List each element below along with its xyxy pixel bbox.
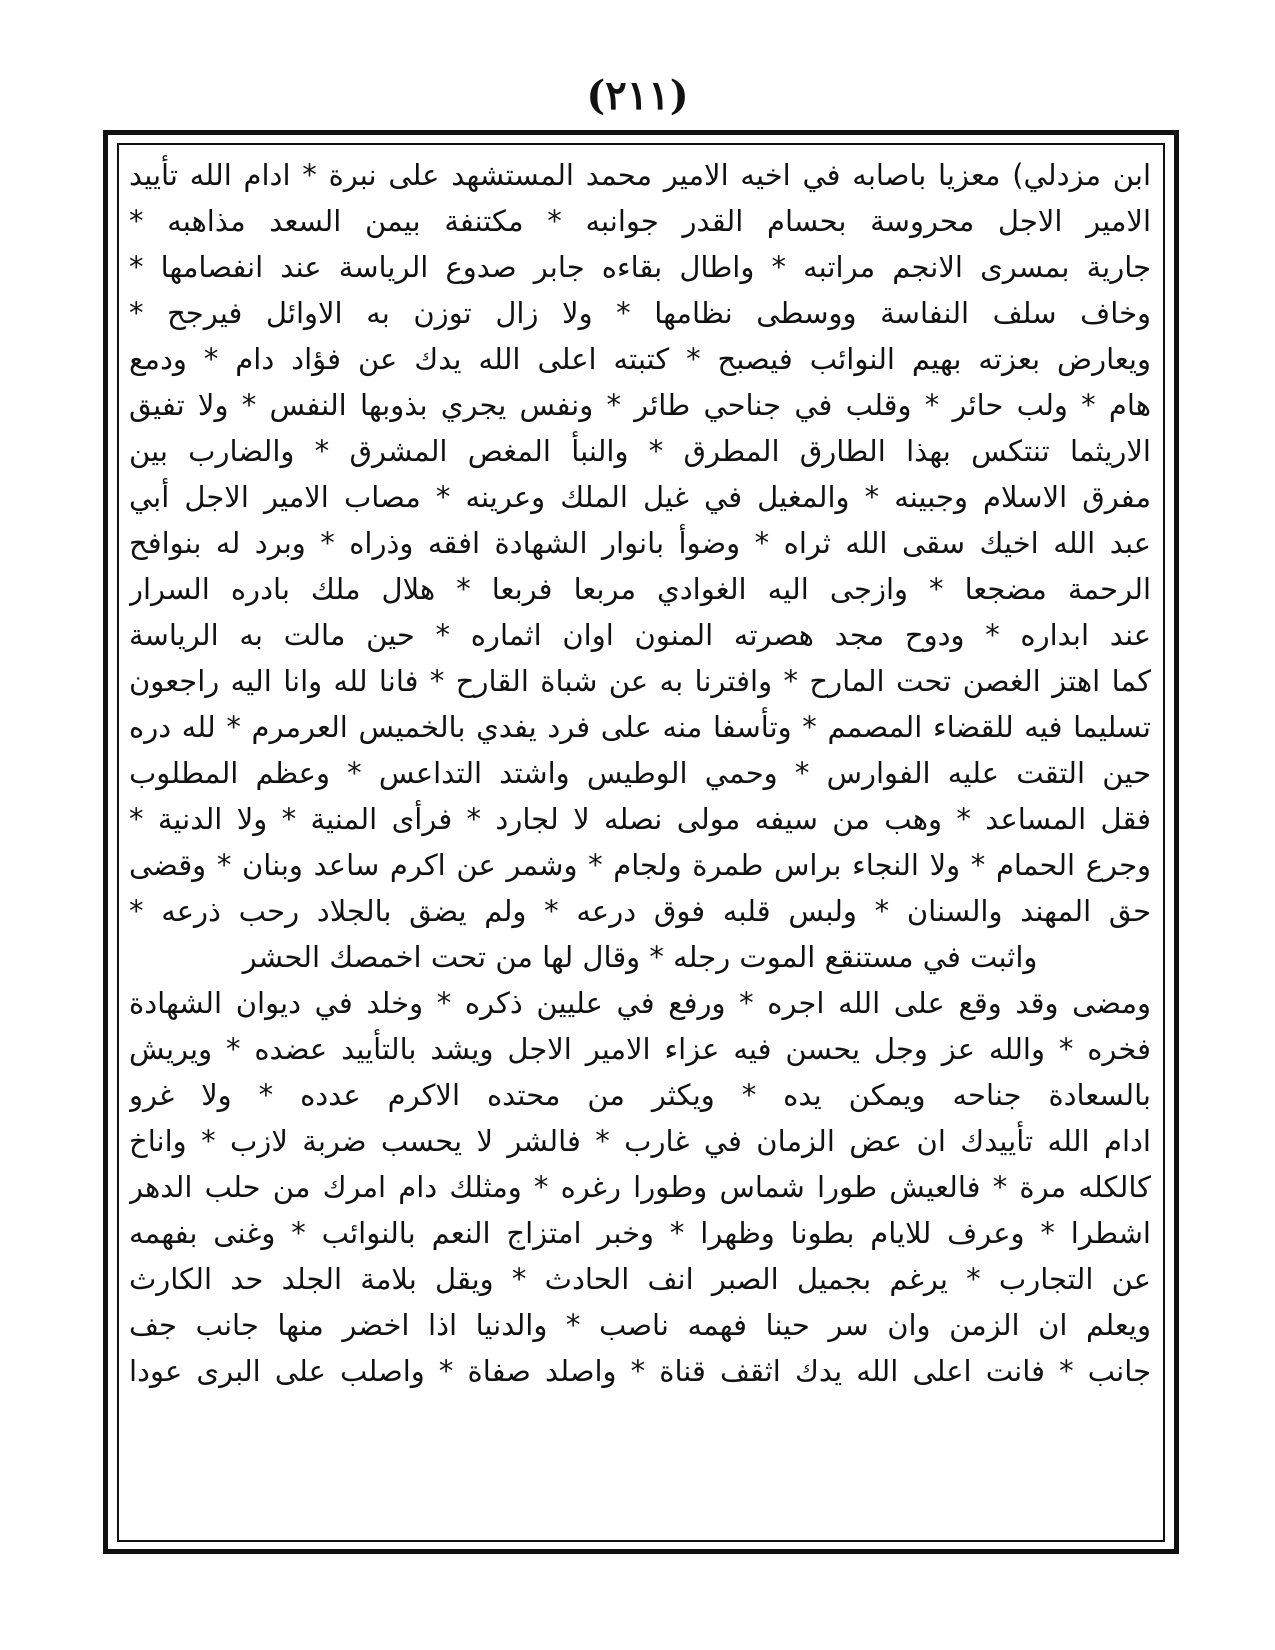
- text-line: هام * ولب حائر * وقلب في جناحي طائر * ونفس يجري بذوبها النفس * ولا تفيق: [129, 388, 1151, 422]
- text-line: حق المهند والسنان * ولبس قلبه فوق درعه * ولم يضق بالجلاد رحب ذرعه *: [129, 894, 1151, 928]
- text-line: الرحمة مضجعا * وازجى اليه الغوادي مربعا فربعا * هلال ملك بادره السرار: [129, 572, 1151, 606]
- text-line: عبد الله اخيك سقى الله ثراه * وضوأ بانوار الشهادة افقه وذراه * وبرد له بنوافح: [129, 526, 1151, 560]
- text-line: تسليما فيه للقضاء المصمم * وتأسفا منه على فرد يفدي بالخميس العرمرم * لله دره: [129, 710, 1151, 744]
- text-line: الامير الاجل محروسة بحسام القدر جوانبه * مكتنفة بيمن السعد مذاهبه *: [129, 204, 1151, 238]
- text-line: ومضى وقد وقع على الله اجره * ورفع في عليين ذكره * وخلد في ديوان الشهادة: [129, 986, 1151, 1020]
- text-line: اشطرا * وعرف للايام بطونا وظهرا * وخبر امتزاج النعم بالنوائب * وغنى بفهمه: [129, 1216, 1151, 1250]
- text-line: الاريثما تنتكس بهذا الطارق المطرق * والنبأ المغص المشرق * والضارب بين: [129, 434, 1151, 468]
- text-line: وخاف سلف النفاسة ووسطى نظامها * ولا زال توزن به الاوائل فيرجح *: [129, 296, 1151, 330]
- verse-line: واثبت في مستنقع الموت رجله * وقال لها من تحت اخمصك الحشر: [242, 940, 1038, 974]
- text-line: فخره * والله عز وجل يحسن فيه عزاء الامير الاجل ويشد بالتأييد عضده * ويريش: [129, 1032, 1151, 1066]
- text-line: كالكله مرة * فالعيش طورا شماس وطورا رغره * ومثلك دام امرك من حلب الدهر: [129, 1170, 1151, 1204]
- text-line: ويعارض بعزته بهيم النوائب فيصبح * كتبته اعلى الله يدك عن فؤاد دام * ودمع: [129, 342, 1151, 376]
- text-line: جارية بمسرى الانجم مراتبه * واطال بقاءه جابر صدوع الرياسة عند انفصامها *: [129, 250, 1151, 284]
- text-line: مفرق الاسلام وجبينه * والمغيل في غيل الملك وعرينه * مصاب الامير الاجل أبي: [129, 480, 1151, 514]
- text-line: جانب * فانت اعلى الله يدك اثقف قناة * واصلد صفاة * واصلب على البرى عودا: [129, 1354, 1151, 1388]
- text-line: كما اهتز الغصن تحت المارح * وافترنا به عن شباة القارح * فانا لله وانا اليه راجعون: [129, 664, 1151, 698]
- text-line: عن التجارب * يرغم بجميل الصبر انف الحادث * ويقل بلامة الجلد حد الكارث: [129, 1262, 1151, 1296]
- text-line: ابن مزدلي) معزيا باصابه في اخيه الامير محمد المستشهد على نبرة * ادام الله تأييد: [129, 158, 1151, 192]
- page-number: (٢١١): [586, 72, 689, 119]
- text-line: ادام الله تأييدك ان عض الزمان في غارب * فالشر لا يحسب ضربة لازب * واناخ: [129, 1124, 1151, 1158]
- text-line: فقل المساعد * وهب من سيفه مولى نصله لا لجارد * فرأى المنية * ولا الدنية *: [129, 802, 1151, 836]
- text-line: عند ابداره * ودوح مجد هصرته المنون اوان اثماره * حين مالت به الرياسة: [129, 618, 1151, 652]
- text-line: وجرع الحمام * ولا النجاء براس طمرة ولجام * وشمر عن اكرم ساعد وبنان * وقضى: [129, 848, 1151, 882]
- text-line: بالسعادة جناحه ويمكن يده * ويكثر من محتده الاكرم عدده * ولا غرو: [129, 1078, 1151, 1112]
- text-line: حين التقت عليه الفوارس * وحمي الوطيس واشتد التداعس * وعظم المطلوب: [129, 756, 1151, 790]
- body-text: [129, 152, 1151, 1532]
- text-line: ويعلم ان الزمن وان سر حينا فهمه ناصب * والدنيا اذا اخضر منها جانب جف: [129, 1308, 1151, 1342]
